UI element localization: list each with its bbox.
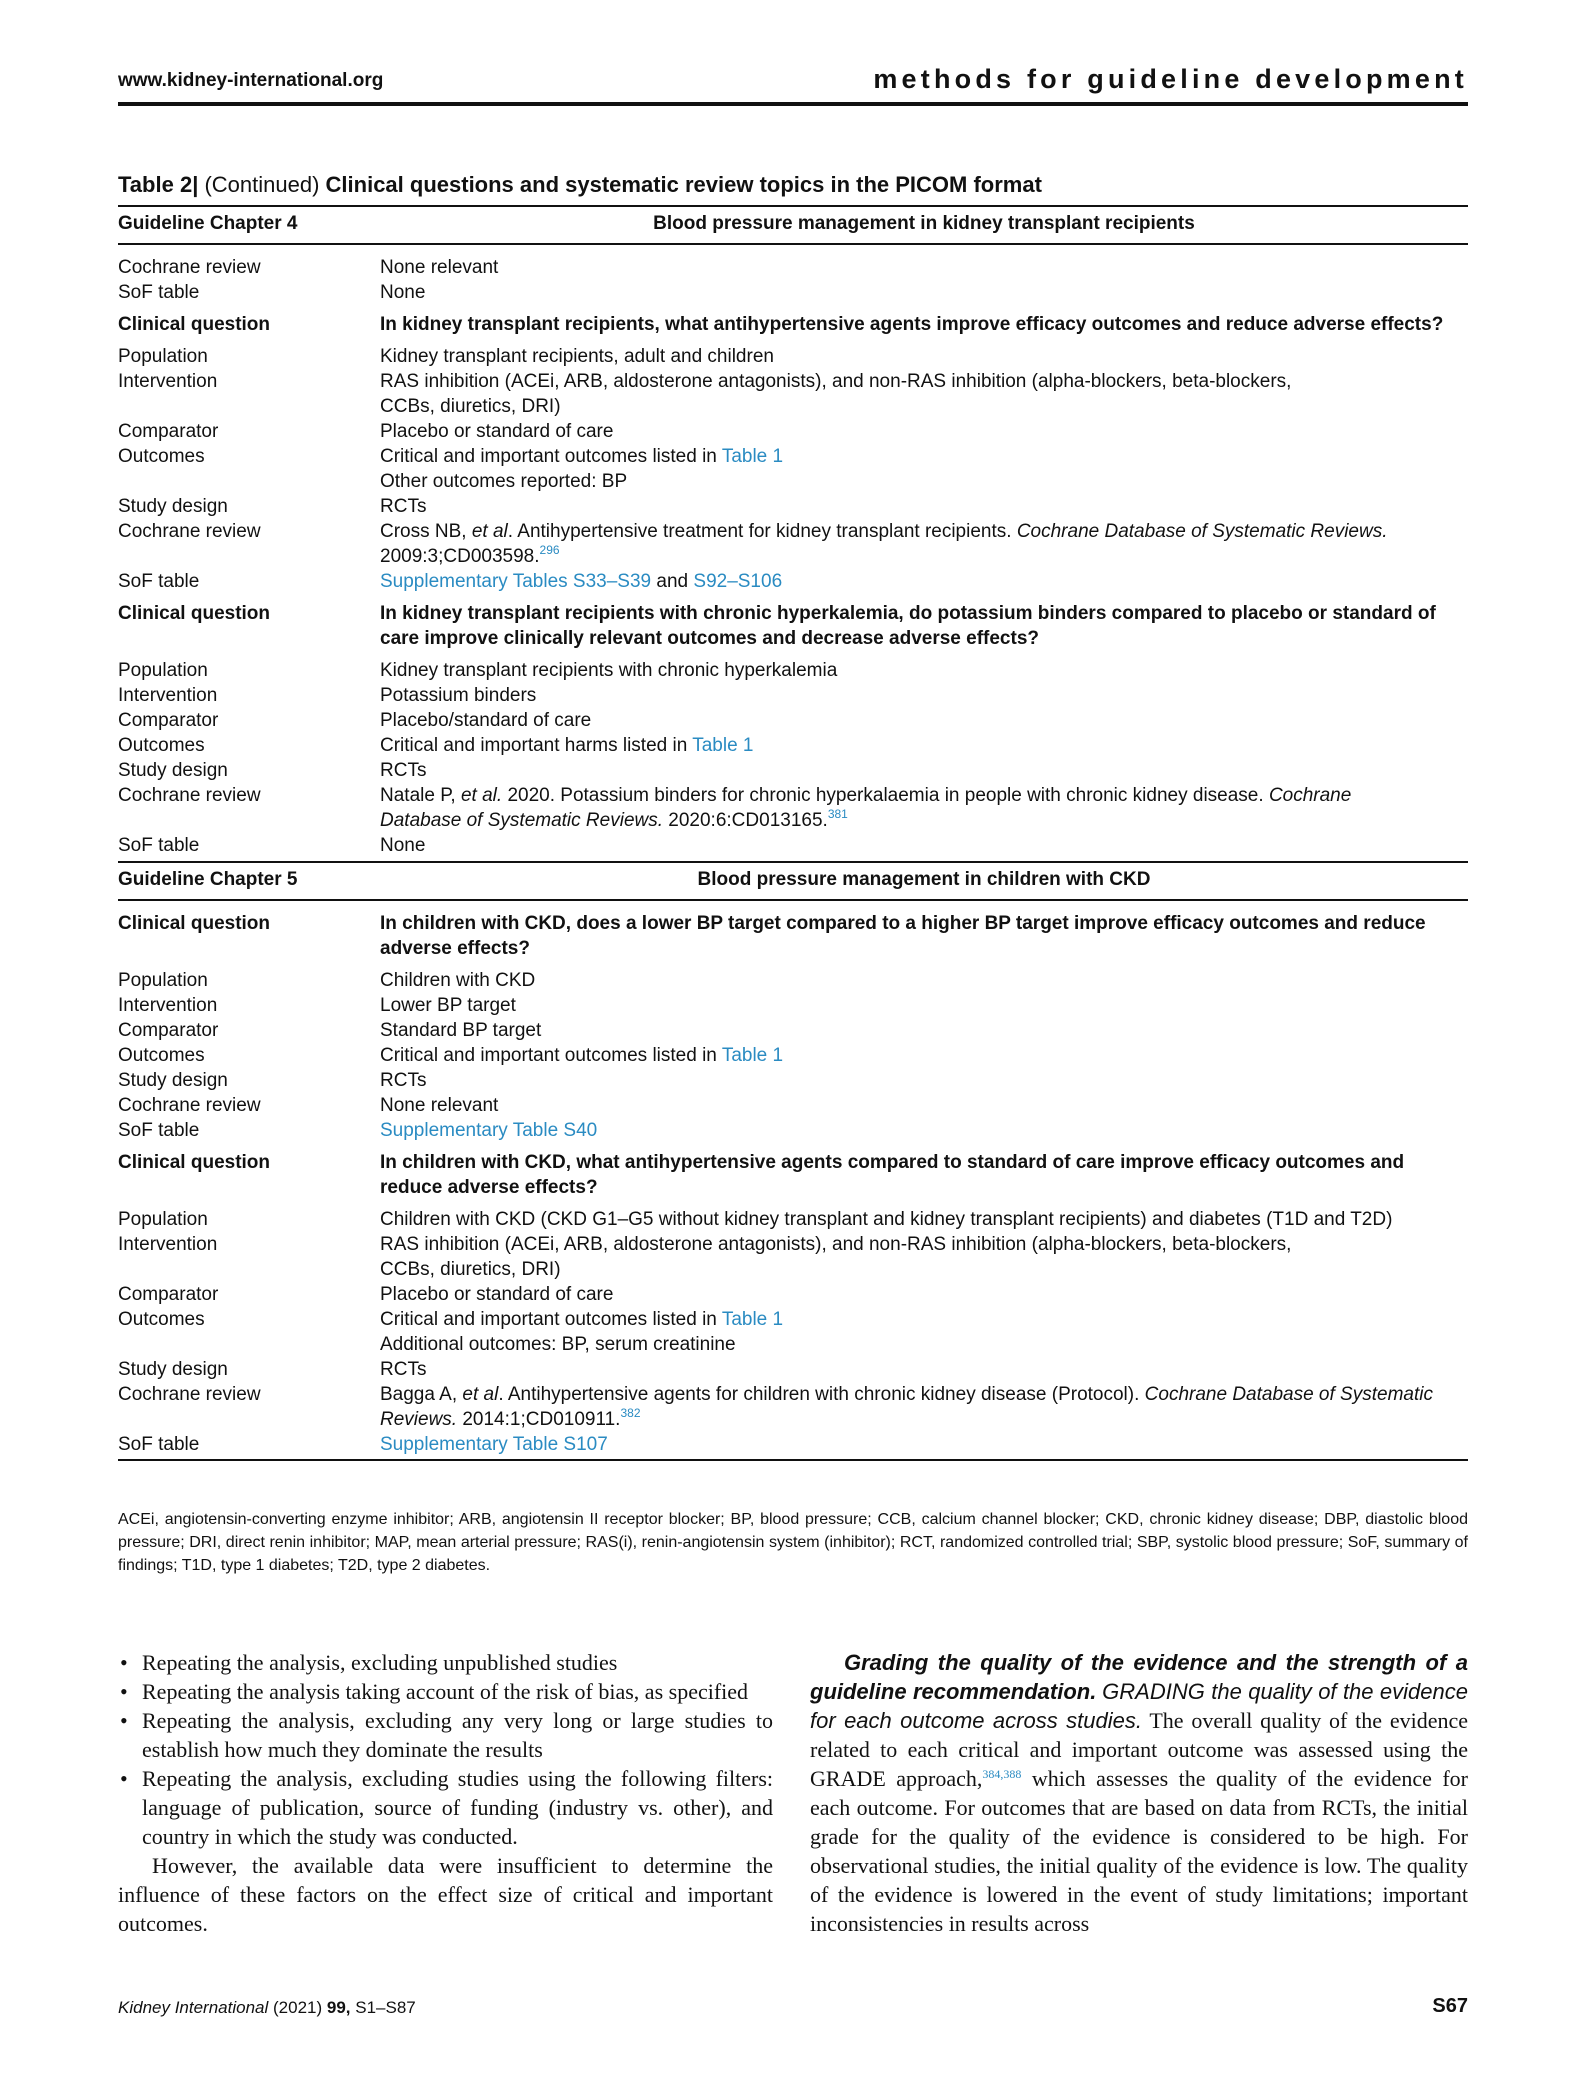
- row-key: Cochrane review: [118, 521, 261, 542]
- table-1-link[interactable]: Table 1: [721, 446, 784, 467]
- row-value: Placebo or standard of care: [380, 1284, 614, 1305]
- row-key: Cochrane review: [118, 1384, 261, 1405]
- reference-link[interactable]: 296: [539, 543, 560, 557]
- outcomes-text: Critical and important harms listed in: [380, 735, 693, 756]
- bullet-text: Repeating the analysis, excluding any very long or large studies to establish how much they dominate the results: [142, 1708, 773, 1762]
- outcomes-text: Critical and important outcomes listed in: [380, 1309, 722, 1330]
- row-value: RCTs: [380, 1070, 427, 1091]
- citation-journal: Cochrane Database of Systematic Reviews.: [1016, 521, 1388, 542]
- row-value: None relevant: [380, 257, 499, 278]
- row-key: Cochrane review: [118, 257, 261, 278]
- row-value: [380, 1232, 1468, 1282]
- chapter-4-label: Guideline Chapter 4: [118, 213, 298, 234]
- citation-id: 2014:1;CD010911.: [457, 1409, 621, 1430]
- chapter-5-title: Blood pressure management in children with CKD: [697, 869, 1151, 890]
- table-row: [118, 1232, 1468, 1282]
- citation-journal-cont: Reviews.: [380, 1409, 458, 1430]
- table-row: [118, 1282, 1468, 1307]
- table-footnote: ACEi, angiotensin-converting enzyme inhibitor; ARB, angiotensin II receptor blocker; BP, blood pressure; CCB, calcium channel blocker; CKD, chronic kidney disease; DBP, diastolic blood pressure; DRI, direct renin inhibitor; MAP, mean arterial pressure; RAS(i), renin-angiotensin system (inhibitor); RCT, randomized controlled trial; SBP, systolic blood pressure; SoF, summary of findings; T1D, type 1 diabetes; T2D, type 2 diabetes.: [118, 1511, 1468, 1574]
- table-row: [118, 968, 1468, 993]
- table-row: [118, 494, 1468, 519]
- row-key: Intervention: [118, 1234, 218, 1255]
- bullet-icon: •: [120, 1679, 128, 1704]
- table-row: [118, 733, 1468, 758]
- row-key: Cochrane review: [118, 785, 261, 806]
- table-row: [118, 280, 1468, 305]
- row-value: [380, 1118, 1468, 1143]
- row-key: Intervention: [118, 685, 218, 706]
- footer-volume: 99,: [326, 1998, 351, 2017]
- citation-etal: et al: [462, 1384, 499, 1405]
- row-key: Comparator: [118, 421, 219, 442]
- table-row: [118, 1207, 1468, 1232]
- table-row: [118, 344, 1468, 369]
- right-text-column: [810, 1648, 1468, 1938]
- table-row: [118, 658, 1468, 683]
- row-value: [380, 569, 1468, 594]
- table-row: [118, 833, 1468, 858]
- citation-id: 2020:6:CD013165.: [663, 810, 828, 831]
- row-key: Clinical question: [118, 913, 271, 934]
- footer-pages: S1–S87: [350, 1998, 416, 2017]
- row-value: RCTs: [380, 496, 427, 517]
- row-key: Clinical question: [118, 1152, 271, 1173]
- clinical-question: In kidney transplant recipients, what antihypertensive agents improve efficacy outcomes and reduce adverse effects?: [380, 314, 1444, 335]
- row-value: [380, 1307, 1468, 1357]
- reference-link[interactable]: 382: [620, 1406, 641, 1420]
- table-row: [118, 783, 1468, 833]
- row-key: Clinical question: [118, 603, 271, 624]
- chapter-4-title: Blood pressure management in kidney transplant recipients: [653, 213, 1195, 234]
- row-key: Population: [118, 660, 208, 681]
- footer-journal: Kidney International: [118, 1998, 269, 2017]
- row-key: Comparator: [118, 710, 219, 731]
- row-value: RCTs: [380, 1359, 427, 1380]
- section-title: methods for guideline development: [873, 64, 1468, 94]
- bullet-text: Repeating the analysis, excluding studies using the following filters: language of publication, source of funding (industry vs. other), and country in which the study was conducted.: [142, 1766, 773, 1849]
- row-key: Population: [118, 346, 208, 367]
- intervention-text: RAS inhibition (ACEi, ARB, aldosterone antagonists), and non-RAS inhibition (alpha-blockers, beta-blockers,: [380, 1234, 1292, 1255]
- citation-id: 2009:3;CD003598.: [380, 546, 540, 567]
- page-number: S67: [1432, 1995, 1468, 2017]
- table-row: [118, 993, 1468, 1018]
- row-key: Population: [118, 1209, 208, 1230]
- clinical-question: In children with CKD, what antihypertensive agents compared to standard of care improve efficacy outcomes and reduce adverse effects?: [380, 1152, 1405, 1198]
- chapter-4-header: [118, 205, 1468, 245]
- body-paragraph: [810, 1648, 1468, 1938]
- table-caption: [118, 172, 1042, 198]
- list-item: [118, 1706, 773, 1764]
- clinical-question: In kidney transplant recipients with chronic hyperkalemia, do potassium binders compared to placebo or standard of care improve clinically relevant outcomes and decrease adverse effects?: [380, 603, 1436, 649]
- table-row: [118, 683, 1468, 708]
- citation-authors: Natale P,: [380, 785, 461, 806]
- clinical-question-row: [118, 601, 1468, 651]
- footer-year: (2021): [268, 1998, 327, 2017]
- row-value: None: [380, 835, 426, 856]
- row-key: Study design: [118, 1070, 228, 1091]
- row-key: Outcomes: [118, 1309, 205, 1330]
- table-1-link[interactable]: Table 1: [692, 735, 754, 756]
- picom-table: [118, 205, 1468, 1461]
- clinical-question-row: [118, 312, 1468, 337]
- table-row: [118, 1357, 1468, 1382]
- row-key: Outcomes: [118, 446, 205, 467]
- row-value: Placebo or standard of care: [380, 421, 614, 442]
- list-item: [118, 1764, 773, 1851]
- bullet-icon: •: [120, 1708, 128, 1733]
- outcomes-text-extra: Additional outcomes: BP, serum creatinine: [380, 1334, 736, 1355]
- intervention-text-cont: CCBs, diuretics, DRI): [380, 396, 561, 417]
- row-key: Intervention: [118, 371, 218, 392]
- citation-etal: et al.: [460, 785, 503, 806]
- row-key: Study design: [118, 760, 228, 781]
- chapter-5-header: [118, 861, 1468, 901]
- citation-authors: Bagga A,: [380, 1384, 463, 1405]
- row-key: SoF table: [118, 571, 200, 592]
- outcomes-text: Critical and important outcomes listed in: [380, 446, 722, 467]
- list-item: [118, 1648, 773, 1677]
- table-row: [118, 1018, 1468, 1043]
- citation-etal: et al: [471, 521, 508, 542]
- row-value: Children with CKD (CKD G1–G5 without kidney transplant and kidney transplant recipients) and diabetes (T1D and T2D): [380, 1209, 1393, 1230]
- row-key: Outcomes: [118, 735, 205, 756]
- row-key: SoF table: [118, 1434, 200, 1455]
- row-value: Potassium binders: [380, 685, 537, 706]
- table-1-link[interactable]: Table 1: [721, 1045, 784, 1066]
- clinical-question: In children with CKD, does a lower BP target compared to a higher BP target improve efficacy outcomes and reduce adverse effects?: [380, 913, 1426, 959]
- running-header: [118, 64, 1468, 106]
- chapter-5-label: Guideline Chapter 5: [118, 869, 298, 890]
- row-key: Outcomes: [118, 1045, 205, 1066]
- table-1-link[interactable]: Table 1: [721, 1309, 784, 1330]
- table-title: Clinical questions and systematic review topics in the PICOM format: [325, 172, 1042, 197]
- row-key: Population: [118, 970, 208, 991]
- row-key: Comparator: [118, 1284, 219, 1305]
- citation-title: . Antihypertensive treatment for kidney transplant recipients.: [507, 521, 1017, 542]
- row-value: [380, 1382, 1468, 1432]
- bullet-text: Repeating the analysis, excluding unpublished studies: [142, 1650, 618, 1675]
- row-key: Clinical question: [118, 314, 271, 335]
- caption-continued: (Continued): [198, 172, 326, 197]
- table-row: [118, 419, 1468, 444]
- intervention-text: RAS inhibition (ACEi, ARB, aldosterone antagonists), and non-RAS inhibition (alpha-blockers, beta-blockers,: [380, 371, 1292, 392]
- outcomes-text: Critical and important outcomes listed in: [380, 1045, 722, 1066]
- row-value: RCTs: [380, 760, 427, 781]
- row-value: [380, 1043, 1468, 1068]
- citation-journal-cont: Database of Systematic Reviews.: [380, 810, 664, 831]
- table-row: [118, 1118, 1468, 1143]
- row-value: [380, 783, 1468, 833]
- citation-authors: Cross NB,: [380, 521, 472, 542]
- row-value: [380, 519, 1468, 569]
- row-key: Comparator: [118, 1020, 219, 1041]
- bullet-icon: •: [120, 1650, 128, 1675]
- bullet-icon: •: [120, 1766, 128, 1791]
- body-paragraph: However, the available data were insufficient to determine the influence of these factors on the effect size of critical and important outcomes.: [118, 1853, 773, 1936]
- table-row: [118, 369, 1468, 419]
- row-value: Standard BP target: [380, 1020, 542, 1041]
- row-value: Children with CKD: [380, 970, 536, 991]
- citation-journal: Cochrane: [1268, 785, 1352, 806]
- citation-title: . Antihypertensive agents for children with chronic kidney disease (Protocol).: [498, 1384, 1145, 1405]
- row-value: None relevant: [380, 1095, 499, 1116]
- clinical-question-row: [118, 1150, 1468, 1200]
- clinical-question-row: [118, 911, 1468, 961]
- row-value: Kidney transplant recipients, adult and children: [380, 346, 774, 367]
- supplementary-tables-link[interactable]: S92–S106: [693, 571, 783, 592]
- table-row: [118, 1307, 1468, 1357]
- table-row: [118, 255, 1468, 280]
- table-row: [118, 1432, 1468, 1457]
- table-row: [118, 758, 1468, 783]
- paragraph-text: The overall quality of the evidence related to each critical and important outcome was assessed using the GRADE approach,: [810, 1708, 1468, 1791]
- footer-citation: [118, 1998, 416, 2018]
- subsection-heading: GRADING the quality of the evidence for each outcome across studies.: [810, 1679, 1468, 1733]
- row-key: Cochrane review: [118, 1095, 261, 1116]
- section-heading: Grading the quality of the evidence and the strength of a guideline recommendation.: [810, 1650, 1468, 1704]
- caption-separator: |: [192, 172, 199, 197]
- intervention-text-cont: CCBs, diuretics, DRI): [380, 1259, 561, 1280]
- outcomes-text-extra: Other outcomes reported: BP: [380, 471, 628, 492]
- row-key: SoF table: [118, 282, 200, 303]
- row-key: Study design: [118, 1359, 228, 1380]
- row-key: SoF table: [118, 835, 200, 856]
- row-value: Lower BP target: [380, 995, 516, 1016]
- table-row: [118, 1043, 1468, 1068]
- bullet-text: Repeating the analysis taking account of the risk of bias, as specified: [142, 1679, 749, 1704]
- supplementary-table-link[interactable]: Supplementary Table S107: [380, 1434, 608, 1455]
- table-row: [118, 1093, 1468, 1118]
- table-label: Table 2: [118, 172, 193, 197]
- reference-link[interactable]: 384,388: [982, 1767, 1022, 1781]
- paragraph-text-cont: which assesses the quality of the evidence for each outcome. For outcomes that are based on data from RCTs, the initial grade for the quality of the evidence is considered to be high. For observational studies, the initial quality of the evidence is low. The quality of the evidence is lowered in the event of study limitations; important inconsistencies in results across: [810, 1766, 1468, 1936]
- table-row: [118, 1382, 1468, 1432]
- row-value: Placebo/standard of care: [380, 710, 592, 731]
- left-text-column: [118, 1648, 773, 1938]
- journal-url[interactable]: www.kidney-international.org: [118, 70, 384, 91]
- table-row: [118, 1068, 1468, 1093]
- row-key: SoF table: [118, 1120, 200, 1141]
- list-item: [118, 1677, 773, 1706]
- row-key: Study design: [118, 496, 228, 517]
- row-key: Intervention: [118, 995, 218, 1016]
- row-value: Kidney transplant recipients with chronic hyperkalemia: [380, 660, 838, 681]
- reference-link[interactable]: 381: [827, 807, 848, 821]
- row-value: [380, 733, 1468, 758]
- table-row: [118, 444, 1468, 494]
- row-value: [380, 369, 1468, 419]
- supplementary-table-link[interactable]: Supplementary Table S40: [380, 1120, 598, 1141]
- row-value: [380, 1432, 1468, 1457]
- table-row: [118, 519, 1468, 569]
- citation-journal: Cochrane Database of Systematic: [1144, 1384, 1433, 1405]
- sof-and: and: [651, 571, 694, 592]
- citation-title: 2020. Potassium binders for chronic hyperkalaemia in people with chronic kidney disease.: [502, 785, 1269, 806]
- table-row: [118, 708, 1468, 733]
- row-value: None: [380, 282, 426, 303]
- table-bottom-rule: [118, 1459, 1468, 1461]
- table-row: [118, 569, 1468, 594]
- supplementary-tables-link[interactable]: Supplementary Tables S33–S39: [380, 571, 652, 592]
- row-value: [380, 444, 1468, 494]
